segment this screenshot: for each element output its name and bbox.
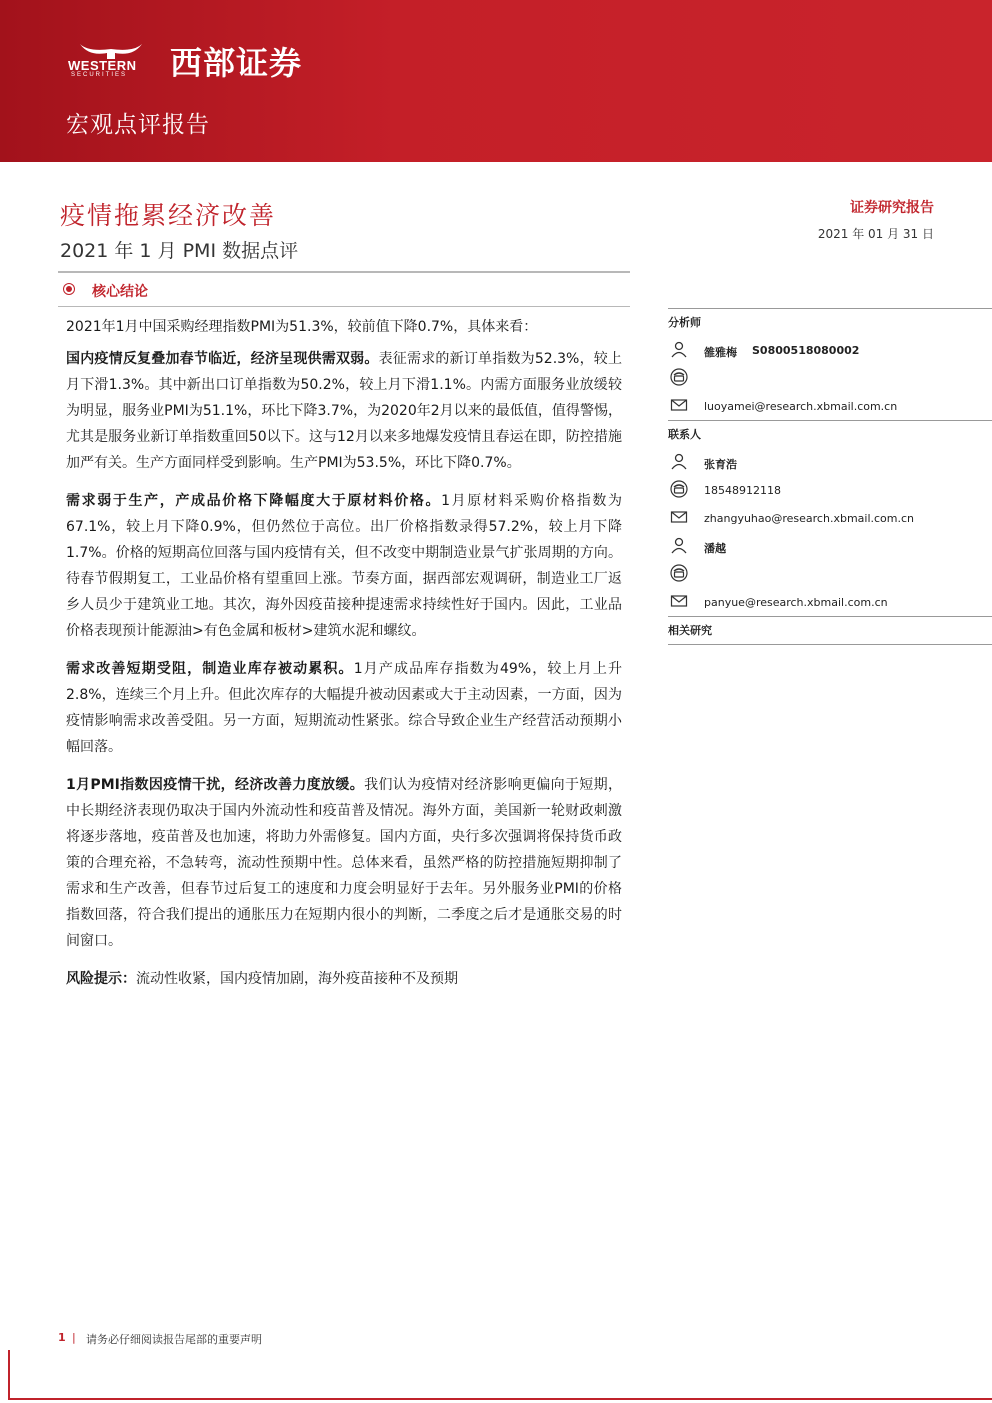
paragraph-text: 1月产成品库存指数为49%，较上月上升2.8%，连续三个月上升。但此次库存的大幅提升被动因素或大于主动因素，一方面，因为疫情影响需求改善受阻。另一方面，短期流动性紧张。综合导致企业生产经营活动预期小幅回落。 — [66, 661, 622, 755]
contact-name-row — [668, 448, 992, 476]
contact-email-row — [668, 504, 992, 532]
paragraph-heading: 国内疫情反复叠加春节临近，经济呈现供需双弱。 — [66, 351, 379, 367]
contact-email[interactable]: panyue@research.xbmail.com.cn — [704, 596, 888, 609]
contact-email-row — [668, 588, 992, 616]
contact-phone: 18548912118 — [704, 484, 781, 497]
phone-icon — [670, 368, 688, 386]
contact-phone-row — [668, 476, 992, 504]
page-corner-line — [8, 1350, 10, 1400]
related-research-heading: 相关研究 — [668, 624, 712, 637]
envelope-icon — [670, 508, 688, 526]
paragraph-text: 我们认为疫情对经济影响更偏向于短期，中长期经济表现仍取决于国内外流动性和疫苗普及情况。海外方面，美国新一轮财政刺激将逐步落地，疫苗普及也加速，将助力外需修复。国内方面，央行多次强调将保持货币政策的合理充裕，不急转弯，流动性预期中性。总体来看，虽然严格的防控措施短期抑制了需求和生产改善，但春节过后复工的速度和力度会明显好于去年。另外服务业PMI的价格指数回落，符合我们提出的通胀压力在短期内很小的判断，二季度之后才是通胀交易的时间窗口。 — [66, 777, 622, 949]
report-type: 宏观点评报告 — [66, 112, 210, 138]
paragraph — [66, 346, 622, 476]
person-icon — [670, 536, 688, 554]
page-number: 1 — [58, 1331, 66, 1344]
person-icon — [670, 452, 688, 470]
analyst-name: 雒雅梅 — [704, 346, 737, 359]
footer-disclaimer: 请务必仔细阅读报告尾部的重要声明 — [86, 1333, 262, 1346]
company-logo — [68, 40, 154, 80]
bull-horns-icon — [76, 40, 146, 60]
report-title: 疫情拖累经济改善 — [60, 201, 277, 230]
analyst-name-row — [668, 336, 992, 364]
paragraph-heading: 需求改善短期受阻，制造业库存被动累积。 — [66, 661, 354, 677]
analyst-cert: S0800518080002 — [752, 344, 860, 357]
person-icon — [670, 340, 688, 358]
contact-email[interactable]: zhangyuhao@research.xbmail.com.cn — [704, 512, 915, 525]
section-label: 核心结论 — [92, 284, 148, 300]
contact-name: 张育浩 — [704, 458, 737, 471]
analyst-email[interactable]: luoyamei@research.xbmail.com.cn — [704, 400, 898, 413]
paragraph — [66, 488, 622, 644]
risk-text: 流动性收紧，国内疫情加剧，海外疫苗接种不及预期 — [136, 971, 458, 987]
logo-english-sub: SECURITIES — [71, 72, 128, 78]
report-subtitle: 2021 年 1 月 PMI 数据点评 — [60, 240, 299, 262]
paragraph — [66, 772, 622, 954]
header-banner — [0, 0, 992, 162]
paragraph-text: 表征需求的新订单指数为52.3%，较上月下滑1.3%。其中新出口订单指数为50.2%，较上月下滑1.1%。内需方面服务业放缓较为明显，服务业PMI为51.1%，环比下降3.7%，为2020年2月以来的最低值，值得警惕，尤其是服务业新订单指数重回50以下。这与12月以来多地爆发疫情且春运在即，防控措施加严有关。生产方面同样受到影响。生产PMI为53.5%，环比下降0.7%。 — [66, 351, 622, 471]
contact-phone-row — [668, 560, 992, 588]
risk-paragraph — [66, 966, 622, 992]
logo-english: WESTERN — [68, 58, 137, 73]
sidebar-divider — [668, 644, 992, 645]
paragraph — [66, 656, 622, 760]
paragraph-heading: 1月PMI指数因疫情干扰，经济改善力度放缓。 — [66, 777, 365, 793]
footer-separator: | — [72, 1331, 76, 1344]
paragraph-heading: 需求弱于生产，产成品价格下降幅度大于原材料价格。 — [66, 493, 442, 509]
phone-icon — [670, 564, 688, 582]
lead-paragraph: 2021年1月中国采购经理指数PMI为51.3%，较前值下降0.7%，具体来看： — [66, 319, 538, 335]
divider — [58, 306, 630, 307]
contact-name-row — [668, 532, 992, 560]
document-date: 2021 年 01 月 31 日 — [817, 227, 934, 241]
envelope-icon — [670, 396, 688, 414]
analyst-email-row — [668, 392, 992, 420]
analyst-heading: 分析师 — [668, 316, 701, 329]
document-kind: 证券研究报告 — [850, 200, 934, 216]
envelope-icon — [670, 592, 688, 610]
analyst-phone-row — [668, 364, 992, 392]
phone-icon — [670, 480, 688, 498]
page-bottom-line — [8, 1398, 992, 1400]
contact-heading: 联系人 — [668, 428, 701, 441]
sidebar — [668, 308, 992, 645]
section-bullet-icon — [66, 286, 72, 292]
main-body — [66, 314, 622, 1004]
paragraph-text: 1月原材料采购价格指数为67.1%，较上月下降0.9%，但仍然位于高位。出厂价格指数录得57.2%，较上月下降1.7%。价格的短期高位回落与国内疫情有关，但不改变中期制造业景气扩张周期的方向。待春节假期复工，工业品价格有望重回上涨。节奏方面，据西部宏观调研，制造业工厂返乡人员少于建筑业工地。其次，海外因疫苗接种提速需求持续性好于国内。因此，工业品价格表现预计能源油>有色金属和板材>建筑水泥和螺纹。 — [66, 493, 622, 639]
risk-label: 风险提示： — [66, 971, 136, 987]
brand-name: 西部证券 — [170, 44, 303, 82]
contact-name: 潘越 — [704, 542, 726, 555]
divider — [58, 271, 630, 273]
